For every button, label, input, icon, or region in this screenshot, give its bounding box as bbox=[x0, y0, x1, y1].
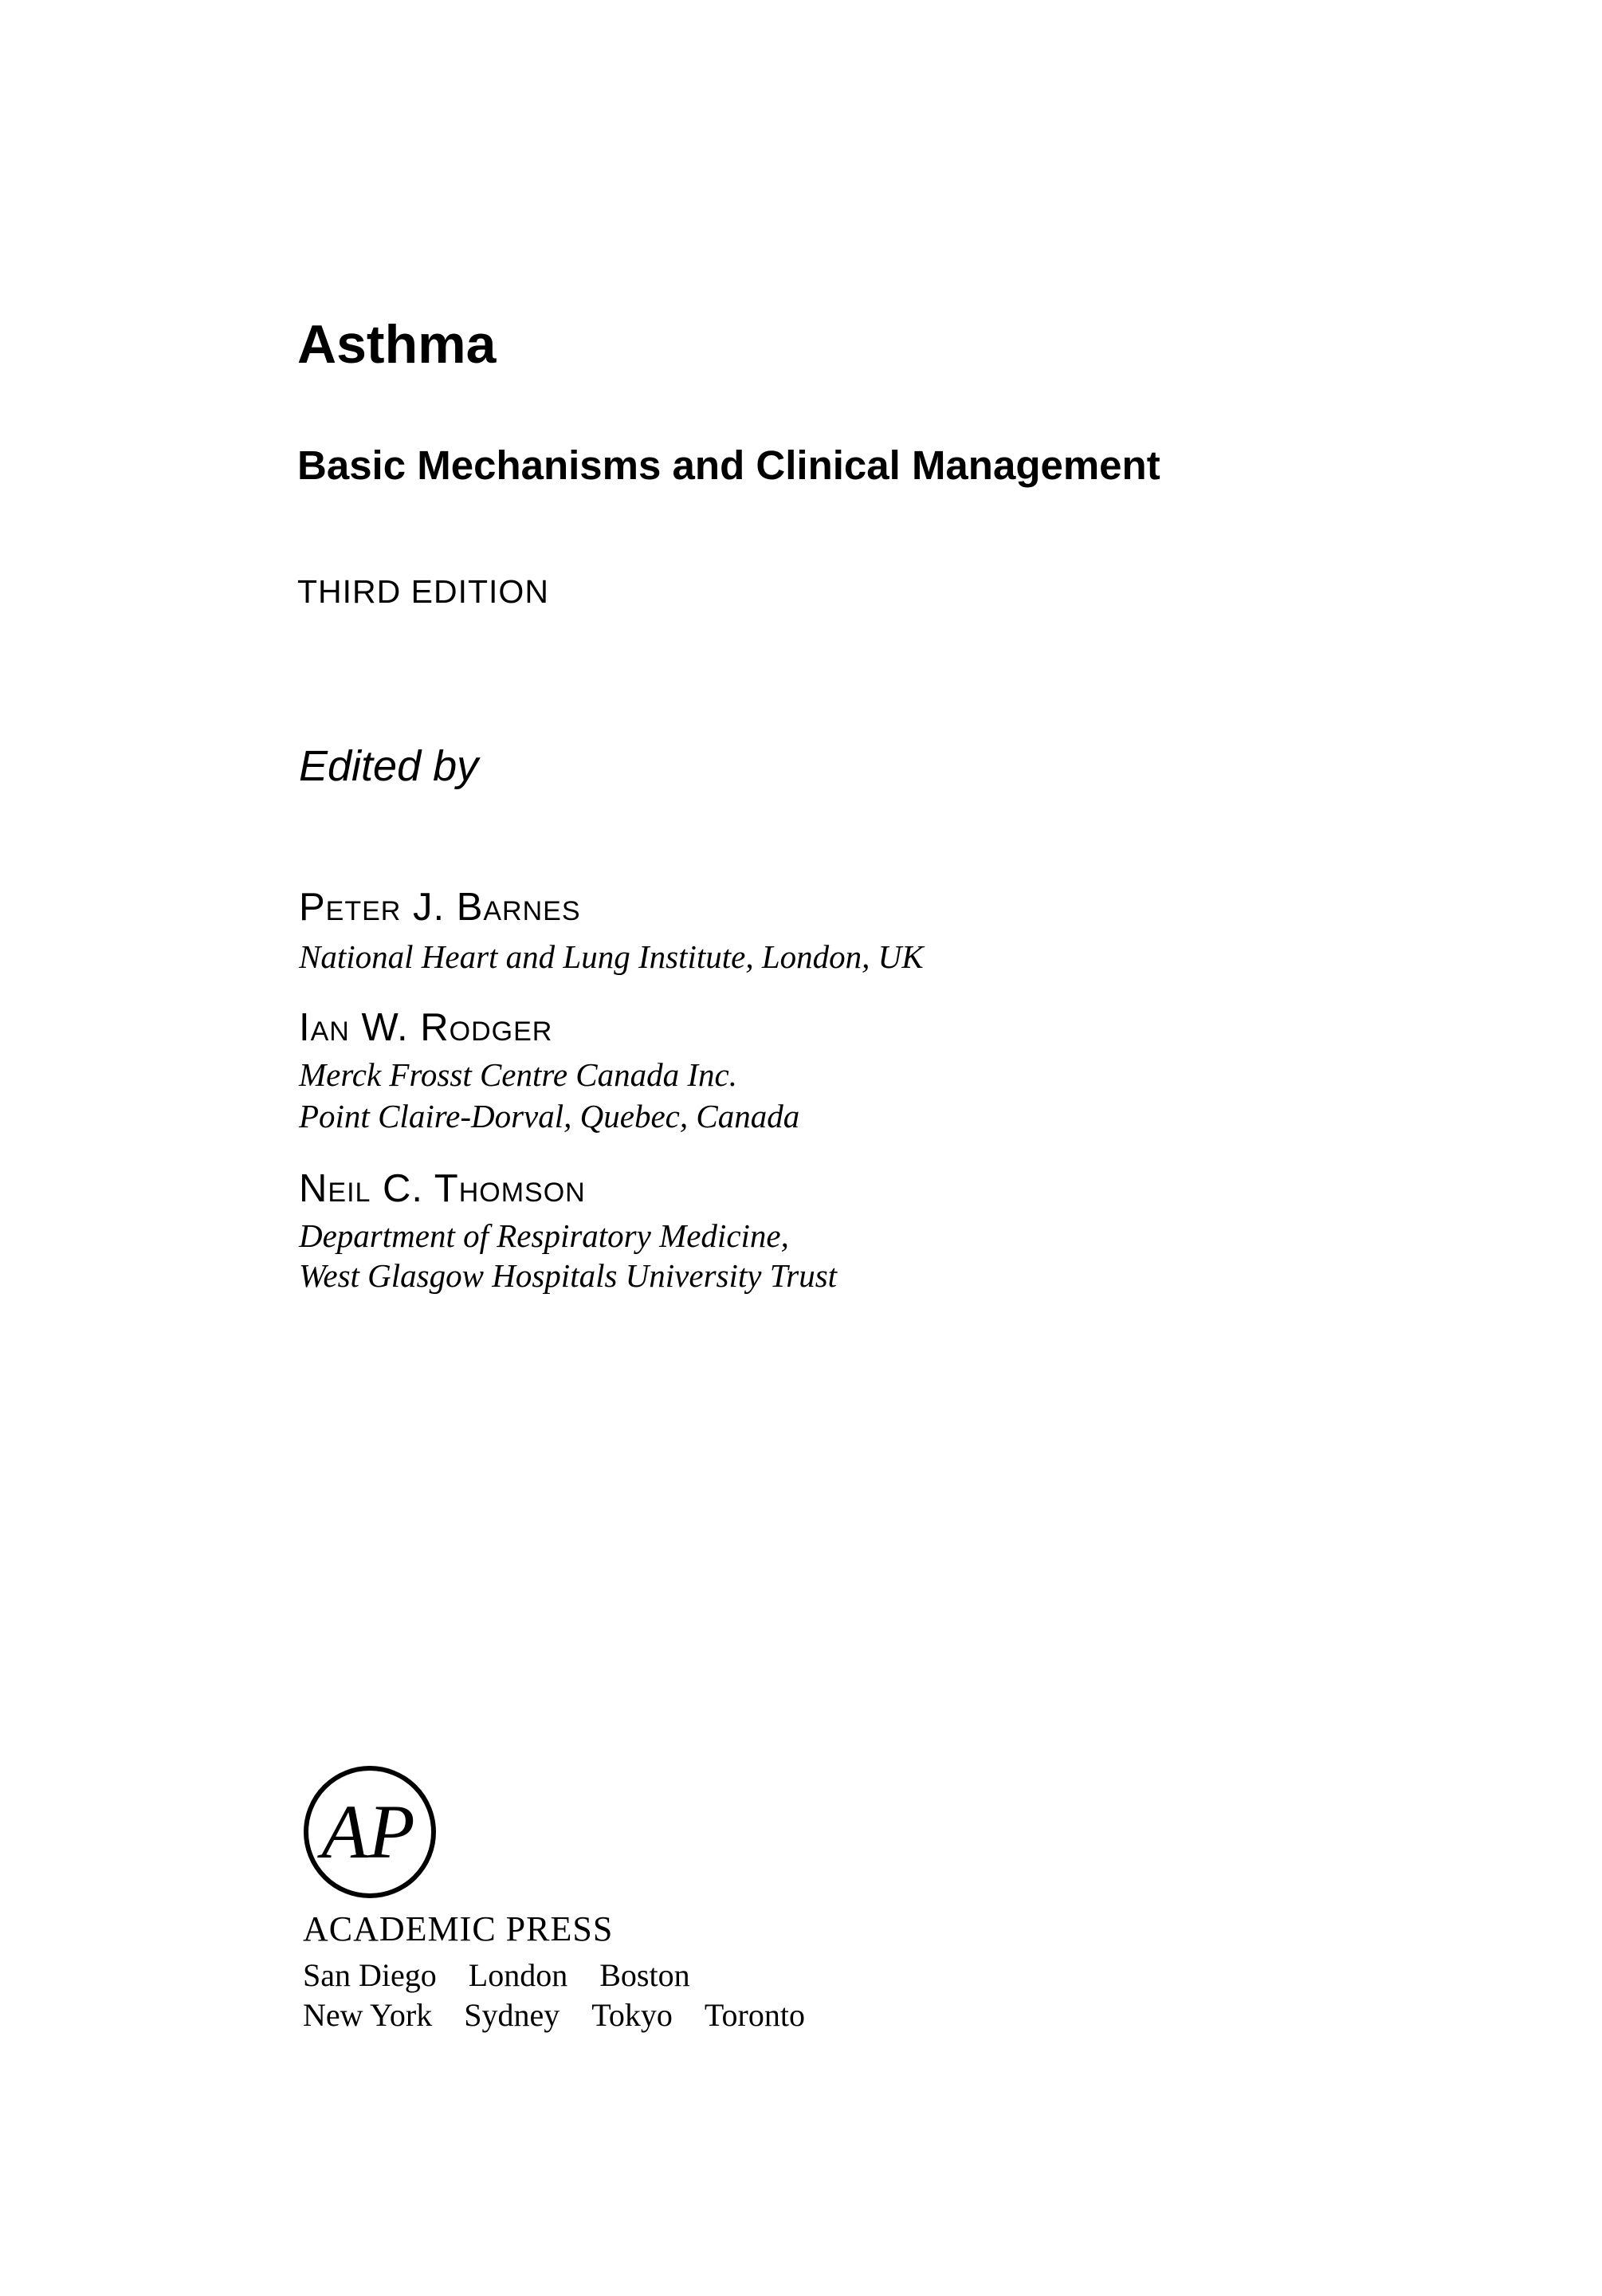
publisher-cities-row2 bbox=[303, 1999, 837, 2031]
city-sydney: Sydney bbox=[464, 1997, 560, 2033]
city-london: London bbox=[468, 1957, 568, 1993]
book-title: Asthma bbox=[297, 314, 497, 375]
academic-press-logo bbox=[301, 1763, 438, 1901]
editor-name-thomson: Neil C. Thomson bbox=[299, 1167, 586, 1210]
city-san-diego: San Diego bbox=[303, 1957, 437, 1993]
city-boston: Boston bbox=[599, 1957, 690, 1993]
city-tokyo: Tokyo bbox=[591, 1997, 673, 2033]
editor-affiliation-barnes: National Heart and Lung Institute, London, UK bbox=[299, 938, 924, 975]
publisher-cities-row1 bbox=[303, 1957, 722, 1993]
edited-by-label: Edited by bbox=[299, 742, 479, 790]
city-new-york: New York bbox=[303, 1997, 433, 2033]
book-edition: THIRD EDITION bbox=[297, 573, 549, 610]
editor-name-barnes: Peter J. Barnes bbox=[299, 886, 581, 929]
logo-letters: AP bbox=[321, 1789, 415, 1874]
book-subtitle: Basic Mechanisms and Clinical Management bbox=[297, 442, 1160, 488]
editor-affiliation-rodger-line1: Merck Frosst Centre Canada Inc. bbox=[299, 1056, 737, 1093]
editor-affiliation-thomson-line2: West Glasgow Hospitals University Trust bbox=[299, 1257, 838, 1294]
publisher-name: ACADEMIC PRESS bbox=[303, 1909, 614, 1948]
editor-name-rodger: Ian W. Rodger bbox=[299, 1006, 553, 1049]
city-toronto: Toronto bbox=[704, 1997, 805, 2033]
editor-affiliation-rodger-line2: Point Claire-Dorval, Quebec, Canada bbox=[299, 1098, 800, 1134]
editor-affiliation-thomson-line1: Department of Respiratory Medicine, bbox=[299, 1217, 789, 1254]
